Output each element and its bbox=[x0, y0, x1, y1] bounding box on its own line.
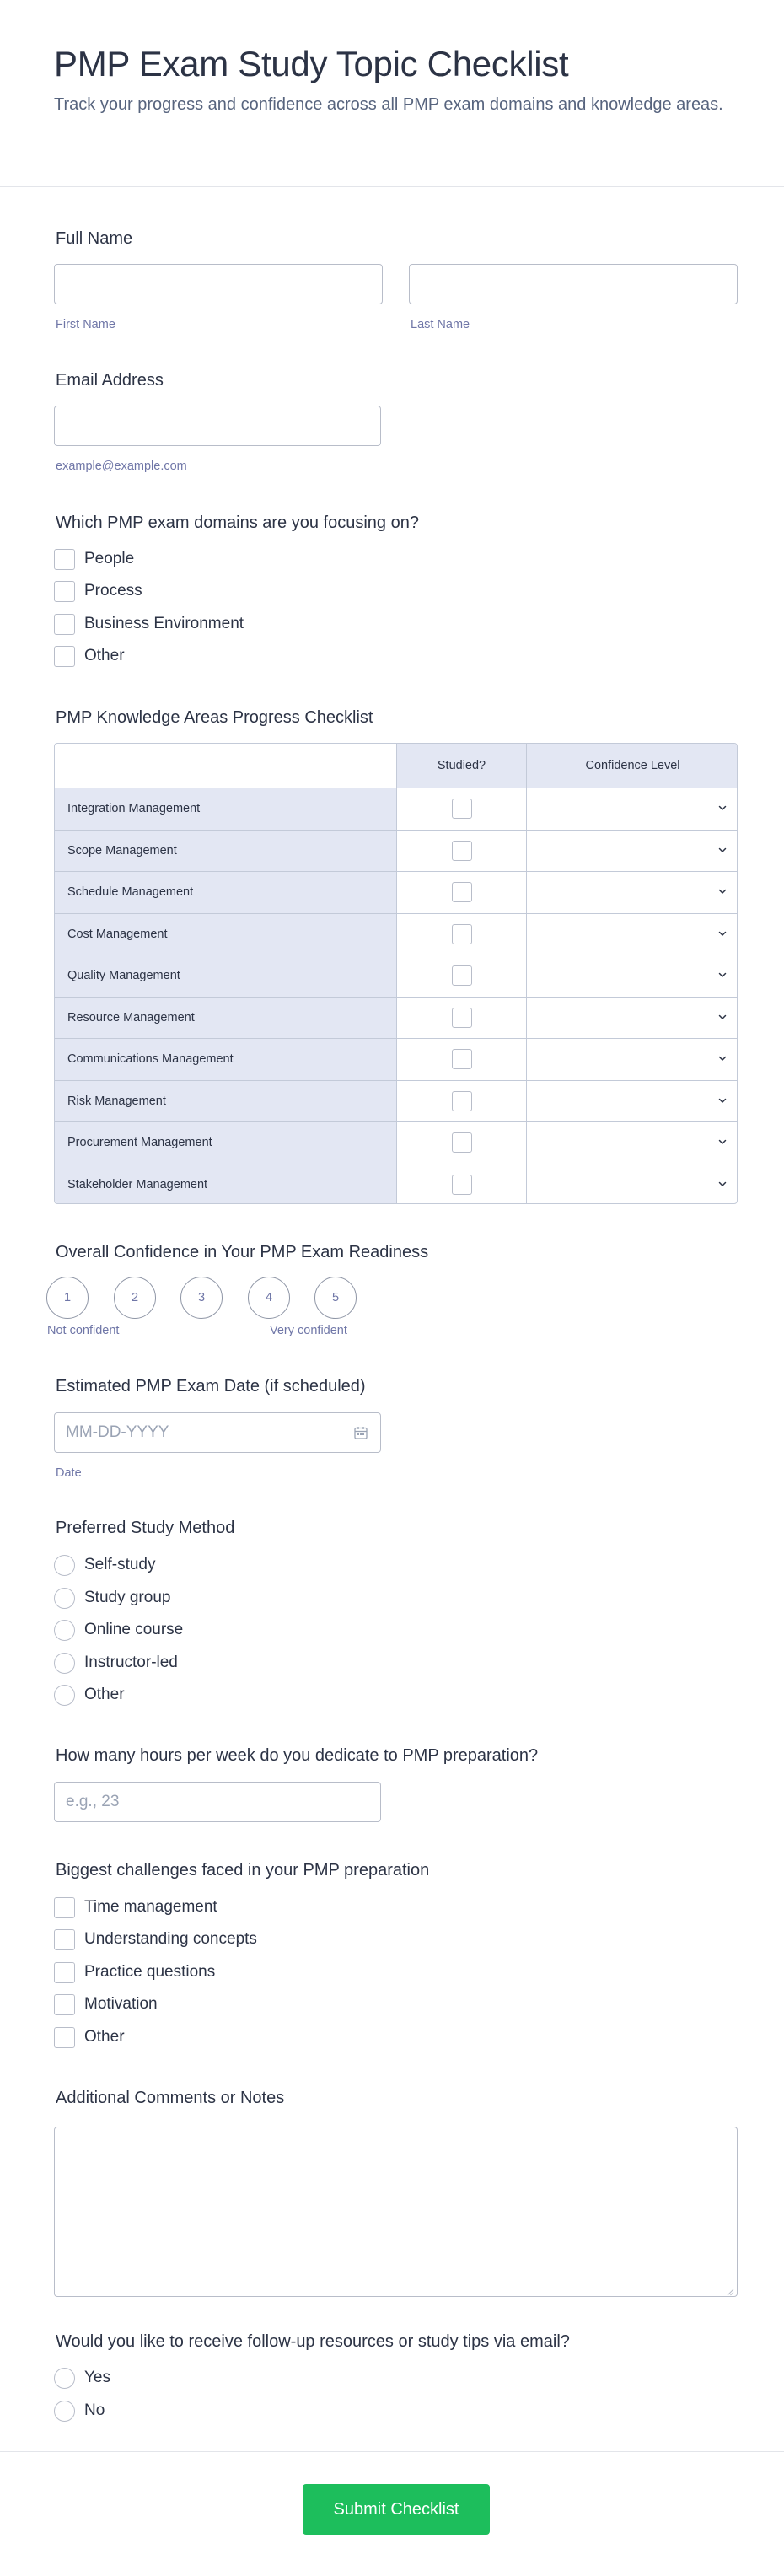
challenge-option-label: Other bbox=[84, 2028, 125, 2046]
domain-checkbox[interactable] bbox=[54, 581, 75, 602]
study-method-option[interactable] bbox=[54, 1652, 178, 1674]
challenge-checkbox[interactable] bbox=[54, 1962, 75, 1983]
domain-checkbox[interactable] bbox=[54, 614, 75, 635]
scale-option-3[interactable]: 3 bbox=[180, 1277, 223, 1319]
confidence-level-dropdown[interactable] bbox=[526, 1164, 738, 1205]
confidence-level-dropdown[interactable] bbox=[526, 788, 738, 830]
first-name-input[interactable] bbox=[54, 264, 383, 304]
study-method-radio[interactable] bbox=[54, 1653, 75, 1674]
matrix-row-label: Cost Management bbox=[55, 914, 396, 955]
matrix-studied-cell bbox=[396, 914, 526, 955]
matrix-row-label: Stakeholder Management bbox=[55, 1164, 396, 1205]
chevron-down-icon bbox=[717, 1178, 728, 1190]
domain-option[interactable] bbox=[54, 645, 125, 667]
matrix-header-studied: Studied? bbox=[396, 744, 526, 788]
study-method-option-label: Instructor-led bbox=[84, 1654, 178, 1671]
matrix-row-label: Quality Management bbox=[55, 955, 396, 997]
resize-handle-icon[interactable] bbox=[726, 2285, 734, 2294]
domain-option-label: Process bbox=[84, 582, 142, 600]
matrix-studied-cell bbox=[396, 788, 526, 830]
studied-checkbox[interactable] bbox=[452, 965, 472, 986]
chevron-down-icon bbox=[717, 1052, 728, 1064]
matrix-row bbox=[55, 830, 738, 872]
study-method-radio[interactable] bbox=[54, 1620, 75, 1641]
chevron-down-icon bbox=[717, 1094, 728, 1106]
studied-checkbox[interactable] bbox=[452, 1132, 472, 1153]
followup-option-label: No bbox=[84, 2401, 105, 2419]
chevron-down-icon bbox=[717, 844, 728, 856]
form-header bbox=[0, 0, 784, 187]
comments-textarea[interactable] bbox=[54, 2127, 738, 2297]
matrix-row bbox=[55, 871, 738, 913]
matrix-label: PMP Knowledge Areas Progress Checklist bbox=[56, 708, 373, 727]
matrix-row-label: Scope Management bbox=[55, 831, 396, 872]
chevron-down-icon bbox=[717, 969, 728, 981]
first-name-sublabel: First Name bbox=[56, 318, 115, 331]
challenge-checkbox[interactable] bbox=[54, 1994, 75, 2015]
followup-option[interactable] bbox=[54, 2400, 105, 2422]
studied-checkbox[interactable] bbox=[452, 1091, 472, 1111]
confidence-level-dropdown[interactable] bbox=[526, 831, 738, 872]
studied-checkbox[interactable] bbox=[452, 882, 472, 902]
confidence-level-dropdown[interactable] bbox=[526, 1081, 738, 1122]
followup-label: Would you like to receive follow-up resources or study tips via email? bbox=[56, 2332, 570, 2351]
matrix-header-confidence: Confidence Level bbox=[526, 744, 738, 788]
matrix-row-label: Resource Management bbox=[55, 998, 396, 1039]
matrix-row-label: Risk Management bbox=[55, 1081, 396, 1122]
challenges-label: Biggest challenges faced in your PMP preparation bbox=[56, 1861, 430, 1880]
exam-date-input[interactable] bbox=[54, 1412, 381, 1453]
matrix-row bbox=[55, 1080, 738, 1122]
matrix-row bbox=[55, 1164, 738, 1205]
matrix-studied-cell bbox=[396, 1122, 526, 1164]
matrix-row bbox=[55, 997, 738, 1039]
challenge-option[interactable] bbox=[54, 1928, 257, 1950]
matrix-row bbox=[55, 1038, 738, 1080]
scale-option-4[interactable]: 4 bbox=[248, 1277, 290, 1319]
study-method-option-label: Other bbox=[84, 1686, 125, 1703]
matrix-row bbox=[55, 788, 738, 830]
chevron-down-icon bbox=[717, 1136, 728, 1148]
study-method-option[interactable] bbox=[54, 1619, 183, 1641]
study-method-radio[interactable] bbox=[54, 1685, 75, 1706]
challenge-option[interactable] bbox=[54, 1961, 215, 1983]
matrix-studied-cell bbox=[396, 1081, 526, 1122]
last-name-sublabel: Last Name bbox=[411, 318, 470, 331]
followup-option[interactable] bbox=[54, 2367, 110, 2389]
matrix-row-label: Integration Management bbox=[55, 788, 396, 830]
email-sublabel: example@example.com bbox=[56, 460, 187, 473]
study-method-radio[interactable] bbox=[54, 1555, 75, 1576]
exam-date-placeholder: MM-DD-YYYY bbox=[66, 1423, 169, 1441]
confidence-level-dropdown[interactable] bbox=[526, 1039, 738, 1080]
study-method-option[interactable] bbox=[54, 1554, 155, 1576]
followup-radio[interactable] bbox=[54, 2368, 75, 2389]
hours-input[interactable] bbox=[54, 1782, 381, 1822]
study-method-option-label: Self-study bbox=[84, 1556, 156, 1573]
challenge-option-label: Understanding concepts bbox=[84, 1930, 257, 1948]
study-method-option-label: Study group bbox=[84, 1589, 171, 1606]
confidence-level-dropdown[interactable] bbox=[526, 914, 738, 955]
exam-date-label: Estimated PMP Exam Date (if scheduled) bbox=[56, 1377, 366, 1396]
hours-label: How many hours per week do you dedicate to PMP preparation? bbox=[56, 1746, 539, 1765]
domain-option[interactable] bbox=[54, 548, 134, 570]
confidence-level-dropdown[interactable] bbox=[526, 872, 738, 913]
matrix-row bbox=[55, 955, 738, 997]
form-subtitle: Track your progress and confidence across all PMP exam domains and knowledge areas. bbox=[54, 95, 723, 114]
calendar-icon[interactable] bbox=[353, 1425, 368, 1440]
matrix-studied-cell bbox=[396, 1039, 526, 1080]
followup-radio[interactable] bbox=[54, 2401, 75, 2422]
study-method-option-label: Online course bbox=[84, 1621, 184, 1638]
chevron-down-icon bbox=[717, 885, 728, 897]
chevron-down-icon bbox=[717, 802, 728, 814]
studied-checkbox[interactable] bbox=[452, 1175, 472, 1195]
challenge-checkbox[interactable] bbox=[54, 2027, 75, 2048]
last-name-input[interactable] bbox=[409, 264, 738, 304]
challenge-option[interactable] bbox=[54, 1896, 217, 1918]
matrix-row bbox=[55, 913, 738, 955]
challenge-option[interactable] bbox=[54, 1993, 158, 2015]
comments-label: Additional Comments or Notes bbox=[56, 2089, 285, 2107]
form-title: PMP Exam Study Topic Checklist bbox=[54, 44, 569, 83]
email-label: Email Address bbox=[56, 371, 164, 390]
domain-checkbox[interactable] bbox=[54, 646, 75, 667]
matrix-studied-cell bbox=[396, 1164, 526, 1205]
confidence-level-dropdown[interactable] bbox=[526, 955, 738, 997]
readiness-label: Overall Confidence in Your PMP Exam Readiness bbox=[56, 1243, 429, 1261]
studied-checkbox[interactable] bbox=[452, 924, 472, 944]
study-method-option[interactable] bbox=[54, 1684, 125, 1706]
scale-option-5[interactable]: 5 bbox=[314, 1277, 357, 1319]
domain-option-label: Business Environment bbox=[84, 615, 244, 632]
scale-option-1[interactable]: 1 bbox=[46, 1277, 89, 1319]
domain-checkbox[interactable] bbox=[54, 549, 75, 570]
challenge-option[interactable] bbox=[54, 2026, 125, 2048]
exam-date-sublabel: Date bbox=[56, 1466, 82, 1480]
challenge-option-label: Practice questions bbox=[84, 1963, 216, 1981]
domain-option-label: Other bbox=[84, 647, 125, 664]
domain-option[interactable] bbox=[54, 613, 244, 635]
domains-label: Which PMP exam domains are you focusing on? bbox=[56, 514, 419, 532]
study-method-option[interactable] bbox=[54, 1587, 170, 1609]
studied-checkbox[interactable] bbox=[452, 1049, 472, 1069]
matrix-row bbox=[55, 1121, 738, 1164]
study-method-label: Preferred Study Method bbox=[56, 1519, 235, 1537]
confidence-level-dropdown[interactable] bbox=[526, 998, 738, 1039]
followup-option-label: Yes bbox=[84, 2369, 110, 2386]
confidence-level-dropdown[interactable] bbox=[526, 1122, 738, 1164]
studied-checkbox[interactable] bbox=[452, 841, 472, 861]
scale-high-label: Very confident bbox=[270, 1324, 347, 1337]
challenge-option-label: Motivation bbox=[84, 1995, 158, 2013]
matrix-row-label: Schedule Management bbox=[55, 872, 396, 913]
domain-option-label: People bbox=[84, 550, 135, 567]
scale-option-2[interactable]: 2 bbox=[114, 1277, 156, 1319]
chevron-down-icon bbox=[717, 1011, 728, 1023]
matrix-row-label: Procurement Management bbox=[55, 1122, 396, 1164]
footer-divider bbox=[0, 2451, 784, 2452]
chevron-down-icon bbox=[717, 928, 728, 939]
challenge-checkbox[interactable] bbox=[54, 1897, 75, 1918]
full-name-label: Full Name bbox=[56, 229, 133, 248]
matrix-studied-cell bbox=[396, 831, 526, 872]
study-method-radio[interactable] bbox=[54, 1588, 75, 1609]
studied-checkbox[interactable] bbox=[452, 799, 472, 819]
scale-low-label: Not confident bbox=[47, 1324, 120, 1337]
domain-option[interactable] bbox=[54, 580, 142, 602]
submit-button[interactable]: Submit Checklist bbox=[303, 2484, 490, 2535]
knowledge-areas-matrix bbox=[54, 743, 738, 1204]
challenge-option-label: Time management bbox=[84, 1898, 217, 1916]
email-input[interactable] bbox=[54, 406, 381, 446]
matrix-studied-cell bbox=[396, 872, 526, 913]
studied-checkbox[interactable] bbox=[452, 1008, 472, 1028]
challenge-checkbox[interactable] bbox=[54, 1929, 75, 1950]
matrix-studied-cell bbox=[396, 998, 526, 1039]
matrix-studied-cell bbox=[396, 955, 526, 997]
hours-placeholder: e.g., 23 bbox=[66, 1793, 120, 1810]
matrix-row-label: Communications Management bbox=[55, 1039, 396, 1080]
